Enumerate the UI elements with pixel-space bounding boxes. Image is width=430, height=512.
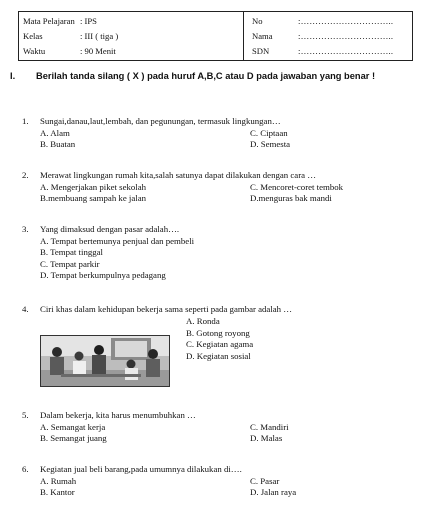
header-class-row [23, 30, 243, 42]
option-d[interactable]: D. Semesta [250, 139, 291, 149]
answer-options [22, 182, 417, 205]
number-blank: :………………………….. [298, 15, 394, 26]
section-instruction [10, 70, 420, 83]
header-right-column [244, 12, 412, 60]
option-d[interactable]: D. Kegiatan sosial [186, 350, 251, 361]
people-working-together-illustration [41, 336, 170, 387]
question-number: 1. [22, 116, 29, 126]
question-6 [22, 464, 417, 499]
option-b[interactable]: B. Buatan [40, 139, 76, 149]
option-c[interactable]: C. Mencoret-coret tembok [250, 181, 344, 192]
question-stem: Sungai,danau,laut,lembah, dan pegunungan, termasuk lingkungan… [40, 116, 281, 126]
header-subject-row [23, 15, 243, 27]
option-c[interactable]: C. Ciptaan [250, 127, 288, 138]
header-school-row [252, 45, 412, 57]
question-4-options [186, 316, 253, 362]
question-number: 6. [22, 464, 29, 474]
option-b[interactable]: B. Semangat juang [40, 433, 107, 443]
name-label: Nama [252, 30, 273, 41]
option-d[interactable]: D. Malas [250, 433, 283, 443]
option-b[interactable]: B. Gotong royong [186, 327, 250, 338]
identity-header-table [18, 11, 413, 61]
header-name-row [252, 30, 412, 42]
question-stem: Merawat lingkungan rumah kita,salah satunya dapat dilakukan dengan cara … [40, 170, 317, 180]
name-blank: :………………………….. [298, 30, 394, 41]
time-value: : 90 Menit [80, 46, 116, 57]
cooperation-photo [40, 335, 170, 387]
header-time-row [23, 45, 243, 57]
option-b[interactable]: B. Kantor [40, 487, 75, 497]
answer-options [22, 128, 417, 151]
option-d[interactable]: D. Jalan raya [250, 487, 297, 497]
question-stem: Yang dimaksud dengan pasar adalah…. [40, 224, 180, 234]
question-4 [22, 304, 417, 316]
question-stem: Dalam bekerja, kita harus menumbuhkan … [40, 410, 196, 420]
subject-value: : IPS [80, 15, 97, 26]
subject-label: Mata Pelajaran [23, 15, 75, 26]
question-1 [22, 116, 417, 151]
option-b[interactable]: B.membuang sampah ke jalan [40, 193, 147, 203]
option-c[interactable]: C. Pasar [250, 475, 280, 486]
option-c[interactable]: C. Kegiatan agama [186, 339, 254, 349]
option-a[interactable]: A. Ronda [186, 316, 220, 326]
school-label: SDN [252, 46, 270, 57]
option-d[interactable]: D. Tempat berkumpulnya pedagang [40, 270, 166, 280]
time-label: Waktu [23, 46, 46, 57]
header-left-column [19, 12, 244, 60]
option-a[interactable]: A. Rumah [40, 475, 77, 486]
option-a[interactable]: A. Mengerjakan piket sekolah [40, 181, 147, 192]
class-value: : III ( tiga ) [80, 30, 119, 41]
answer-options [22, 236, 417, 282]
number-label: No [252, 15, 263, 26]
option-a[interactable]: A. Semangat kerja [40, 421, 106, 432]
question-number: 3. [22, 224, 29, 234]
school-blank: :………………………….. [298, 46, 394, 57]
option-b[interactable]: B. Tempat tinggal [40, 247, 103, 257]
instruction-text: Berilah tanda silang ( X ) pada huruf A,B,C atau D pada jawaban yang benar ! [36, 71, 376, 81]
section-number: I. [10, 71, 16, 81]
question-number: 4. [22, 304, 29, 314]
option-c[interactable]: C. Tempat parkir [40, 258, 100, 269]
option-d[interactable]: D.menguras bak mandi [250, 193, 332, 203]
answer-options [22, 422, 417, 445]
option-a[interactable]: A. Tempat bertemunya penjual dan pembeli [40, 235, 195, 246]
question-3 [22, 224, 417, 282]
question-number: 2. [22, 170, 29, 180]
option-c[interactable]: C. Mandiri [250, 421, 289, 432]
question-stem: Ciri khas dalam kehidupan bekerja sama seperti pada gambar adalah … [40, 304, 293, 314]
header-number-row [252, 15, 412, 27]
option-a[interactable]: A. Alam [40, 127, 70, 138]
question-2 [22, 170, 417, 205]
class-label: Kelas [23, 30, 43, 41]
answer-options [22, 476, 417, 499]
question-5 [22, 410, 417, 445]
question-number: 5. [22, 410, 29, 420]
question-stem: Kegiatan jual beli barang,pada umumnya dilakukan di…. [40, 464, 242, 474]
